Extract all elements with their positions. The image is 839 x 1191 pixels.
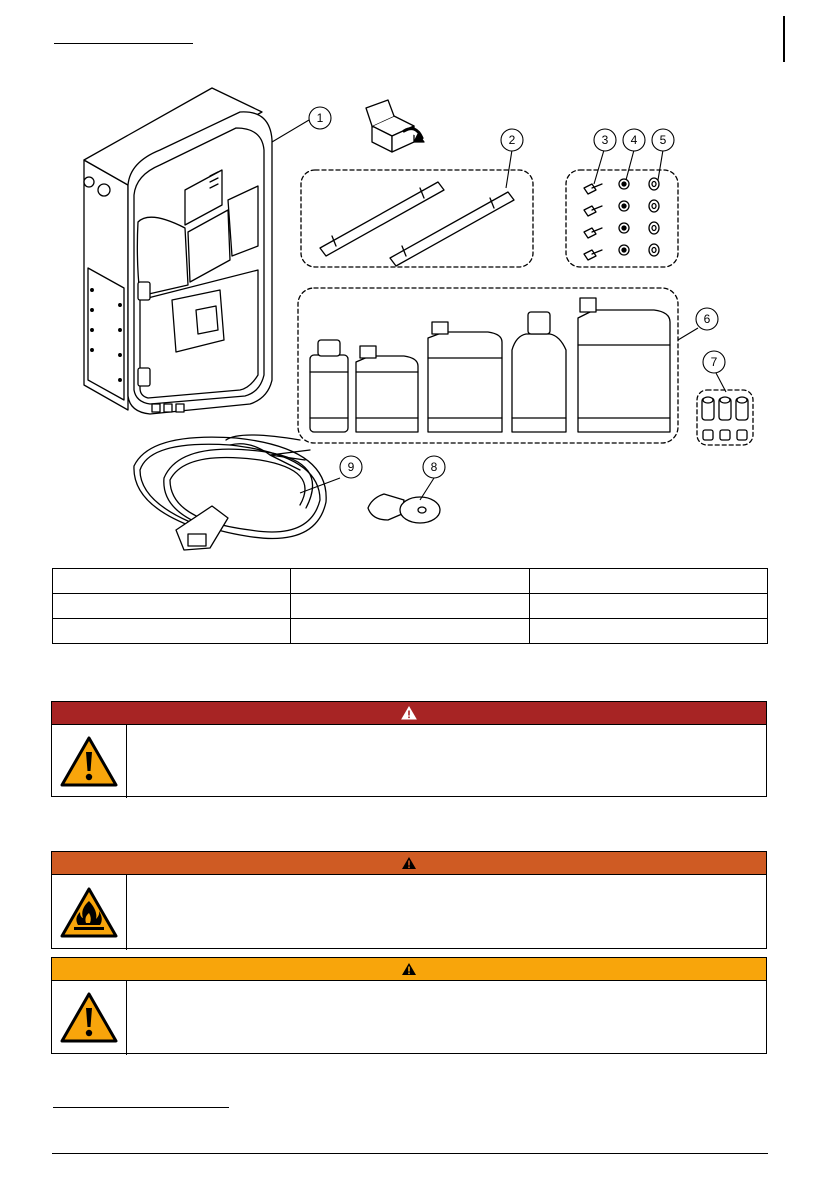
table-cell <box>529 569 767 594</box>
caution-notice <box>51 957 767 1054</box>
footnote-separator <box>53 1107 229 1108</box>
flammable-warning-icon <box>52 875 127 950</box>
tube-fittings <box>702 397 748 440</box>
mounting-bracket <box>320 182 514 266</box>
callout-3: 3 <box>601 133 609 147</box>
danger-notice <box>51 701 767 797</box>
exclamation-warning-icon <box>52 725 127 798</box>
callout-1: 1 <box>316 111 324 125</box>
component-legend-table <box>52 568 768 644</box>
table-cell <box>291 619 529 644</box>
reagent-bottles <box>310 298 670 432</box>
warning-notice-text <box>127 875 766 950</box>
callout-5: 5 <box>659 133 667 147</box>
warning-triangle-icon <box>401 706 417 720</box>
table-cell <box>53 594 291 619</box>
callout-6: 6 <box>703 312 711 326</box>
table-cell <box>53 569 291 594</box>
screws <box>584 184 602 260</box>
callout-7: 7 <box>710 355 718 369</box>
table-row <box>53 569 768 594</box>
analyzer-enclosure <box>84 88 272 414</box>
warning-notice-header <box>52 852 766 875</box>
door-key <box>368 494 440 523</box>
table-cell <box>291 594 529 619</box>
callout-4: 4 <box>630 133 638 147</box>
warning-triangle-icon <box>401 856 417 870</box>
danger-notice-text <box>127 725 766 798</box>
table-row <box>53 619 768 644</box>
warning-triangle-icon <box>401 962 417 976</box>
warning-notice <box>51 851 767 949</box>
nuts <box>619 179 629 255</box>
caution-notice-header <box>52 958 766 981</box>
table-cell <box>529 594 767 619</box>
caution-notice-text <box>127 981 766 1055</box>
table-cell <box>53 619 291 644</box>
callout-8: 8 <box>430 460 438 474</box>
footer-rule <box>52 1153 768 1154</box>
power-cord <box>134 435 326 550</box>
table-row <box>53 594 768 619</box>
table-cell <box>529 619 767 644</box>
callout-2: 2 <box>508 133 516 147</box>
callout-9: 9 <box>347 460 355 474</box>
components-figure <box>0 0 839 570</box>
packaging-box-icon <box>366 100 424 152</box>
washers <box>649 178 659 256</box>
exclamation-warning-icon <box>52 981 127 1055</box>
danger-notice-header <box>52 702 766 725</box>
table-cell <box>291 569 529 594</box>
